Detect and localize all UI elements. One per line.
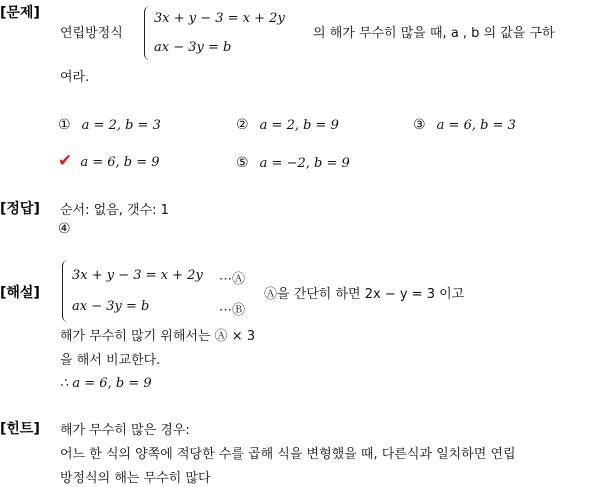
choice-4[interactable] bbox=[58, 151, 160, 171]
problem-prefix: 연립방정식 bbox=[60, 26, 123, 41]
explanation-line2: 해가 무수히 많기 위해서는 Ⓐ × 3 bbox=[60, 329, 256, 344]
hint-tag: [힌트] bbox=[0, 421, 40, 437]
problem-tag: [문제] bbox=[0, 5, 40, 21]
choice-marker: ① bbox=[58, 117, 71, 133]
system-brace bbox=[144, 6, 151, 60]
choice-2[interactable] bbox=[236, 114, 339, 133]
hint-line3: 방정식의 해는 무수히 많다 bbox=[60, 471, 211, 486]
choice-marker: ⑤ bbox=[236, 155, 249, 171]
choice-marker: ③ bbox=[413, 117, 426, 133]
choice-text: a = −2, b = 9 bbox=[259, 156, 350, 171]
answer-tag: [정답] bbox=[0, 201, 40, 217]
answer-meta: 순서: 없음, 갯수: 1 bbox=[60, 203, 169, 218]
explanation-line3: 을 해서 비교한다. bbox=[60, 353, 161, 368]
problem-eq1: 3x + y − 3 = x + 2y bbox=[154, 11, 285, 26]
choice-5[interactable] bbox=[236, 152, 350, 171]
answer-value: ④ bbox=[58, 221, 71, 237]
choice-text: a = 2, b = 9 bbox=[259, 118, 339, 133]
explanation-eq2: ax − 3y = b bbox=[72, 299, 150, 314]
explanation-note: Ⓐ을 간단히 하면 2x − y = 3 이고 bbox=[264, 287, 465, 302]
explanation-eq1-ref: ⋯Ⓐ bbox=[219, 272, 246, 287]
system-brace bbox=[62, 260, 69, 322]
explanation-eq1: 3x + y − 3 = x + 2y bbox=[72, 268, 203, 283]
choice-text: a = 2, b = 3 bbox=[81, 118, 161, 133]
choice-marker: ② bbox=[236, 117, 249, 133]
explanation-eq2-ref: ⋯Ⓑ bbox=[219, 303, 246, 318]
choice-text: a = 6, b = 9 bbox=[80, 155, 160, 170]
problem-suffix: 의 해가 무수히 많을 때, a , b 의 값을 구하 bbox=[313, 26, 555, 41]
choice-3[interactable] bbox=[413, 114, 516, 133]
problem-suffix2: 여라. bbox=[60, 70, 90, 85]
choice-text: a = 6, b = 3 bbox=[436, 118, 516, 133]
explanation-tag: [해설] bbox=[0, 285, 40, 301]
explanation-conclusion: ∴ a = 6, b = 9 bbox=[60, 376, 152, 391]
hint-line1: 해가 무수히 많은 경우: bbox=[60, 423, 190, 438]
problem-eq2: ax − 3y = b bbox=[154, 40, 232, 55]
choice-1[interactable] bbox=[58, 114, 161, 133]
checkmark-icon: ✔ bbox=[58, 151, 73, 171]
hint-line2: 어느 한 식의 양쪽에 적당한 수를 곱해 식을 변형했을 때, 다른식과 일치하면 연립 bbox=[60, 447, 516, 462]
